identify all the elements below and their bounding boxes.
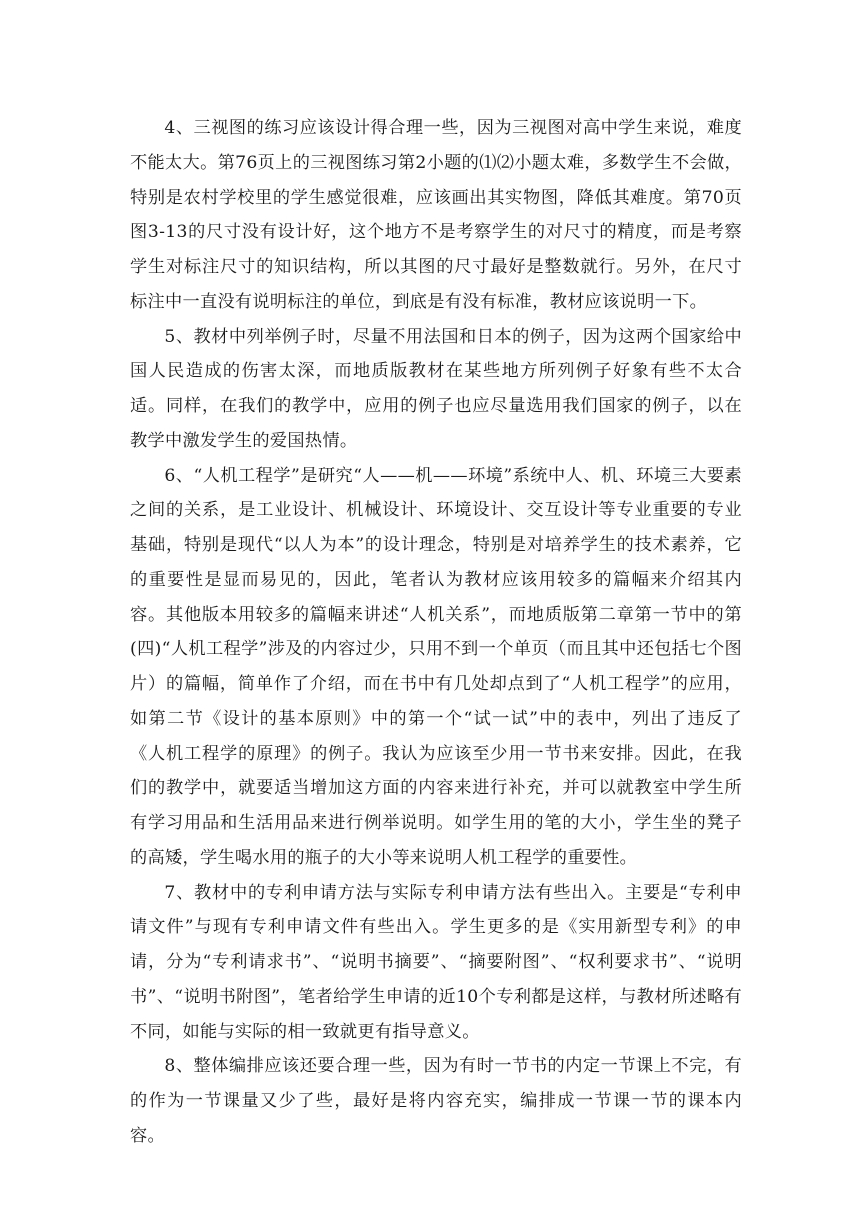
paragraph-item-6: 6、“人机工程学”是研究“人——机——环境”系统中人、机、环境三大要素之间的关系，是工业设计、机械设计、环境设计、交互设计等专业重要的专业基础，特别是现代“以人为本”的设计理念，特别是对培养学生的技术素养，它的重要性是显而易见的，因此，笔者认为教材应该用较多的篇幅来介绍其内容。其他版本用较多的篇幅来讲述“人机关系”，而地质版第二章第一节中的第(四)“人机工程学”涉及的内容过少，只用不到一个单页（而且其中还包括七个图片）的篇幅，简单作了介绍，而在书中有几处却点到了“人机工程学”的应用，如第二节《设计的基本原则》中的第一个“试一试”中的表中，列出了违反了《人机工程学的原理》的例子。我认为应该至少用一节书来安排。因此，在我们的教学中，就要适当增加这方面的内容来进行补充，并可以就教室中学生所有学习用品和生活用品来进行例举说明。如学生用的笔的大小，学生坐的凳子的高矮，学生喝水用的瓶子的大小等来说明人机工程学的重要性。 (130, 465, 742, 868)
paragraph-item-5: 5、教材中列举例子时，尽量不用法国和日本的例子，因为这两个国家给中国人民造成的伤害太深，而地质版教材在某些地方所列例子好象有些不太合适。同样，在我们的教学中，应用的例子也应尽量选用我们国家的例子，以在教学中激发学生的爱国热情。 (130, 326, 742, 451)
paragraph-item-7: 7、教材中的专利申请方法与实际专利申请方法有些出入。主要是“专利申请文件”与现有专利申请文件有些出入。学生更多的是《实用新型专利》的申请，分为“专利请求书”、“说明书摘要”、“摘要附图”、“权利要求书”、“说明书”、“说明书附图”，笔者给学生申请的近10个专利都是这样，与教材所述略有不同，如能与实际的相一致就更有指导意义。 (130, 882, 742, 1042)
paragraph-item-4: 4、三视图的练习应该设计得合理一些，因为三视图对高中学生来说，难度不能太大。第76页上的三视图练习第2小题的⑴⑵小题太难，多数学生不会做，特别是农村学校里的学生感觉很难，应该画出其实物图，降低其难度。第70页图3-13的尺寸没有设计好，这个地方不是考察学生的对尺寸的精度，而是考察学生对标注尺寸的知识结构，所以其图的尺寸最好是整数就行。另外，在尺寸标注中一直没有说明标注的单位，到底是有没有标准，教材应该说明一下。 (130, 118, 742, 312)
document-body (130, 111, 742, 1154)
paragraph-item-8: 8、整体编排应该还要合理一些，因为有时一节书的内定一节课上不完，有的作为一节课量又少了些，最好是将内容充实，编排成一节课一节的课本内容。 (130, 1056, 742, 1146)
